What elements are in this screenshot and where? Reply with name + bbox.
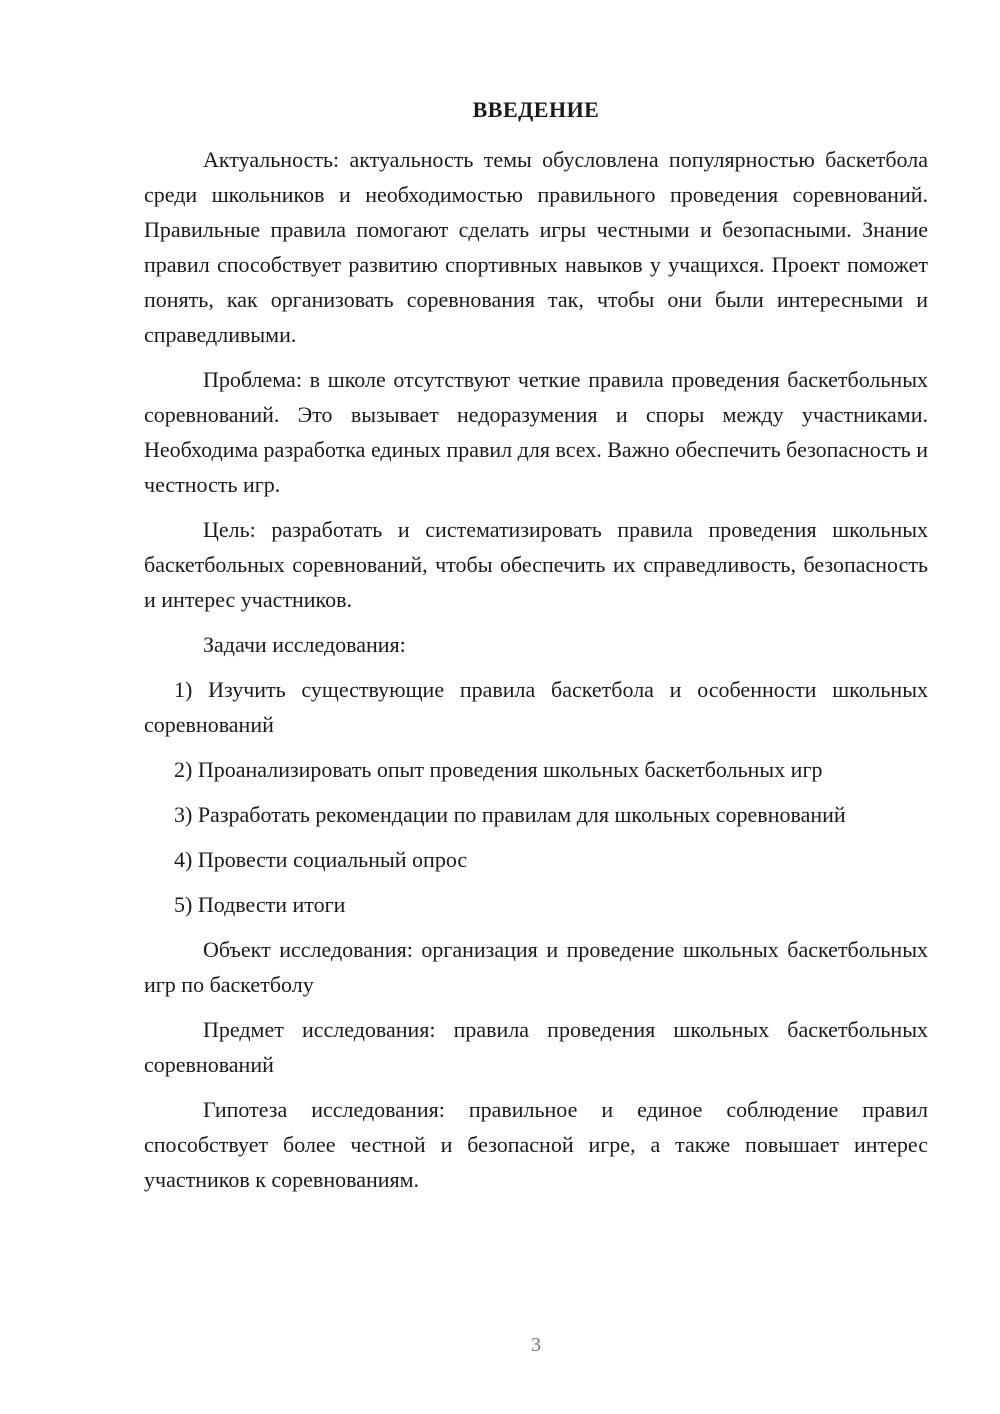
paragraph-subject: Предмет исследования: правила проведения школьных баскетбольных соревнований [144,1017,928,1077]
paragraph-goal: Цель: разработать и систематизировать правила проведения школьных баскетбольных соревнований, чтобы обеспечить их справедливость, безопасность и интерес участников. [144,517,928,612]
task-item-3: 3) Разработать рекомендации по правилам для школьных соревнований [174,802,846,827]
document-page [144,96,928,1207]
tasks-heading: Задачи исследования: [203,632,406,657]
paragraph-problem: Проблема: в школе отсутствуют четкие правила проведения баскетбольных соревнований. Это вызывает недоразумения и споры между участниками. Необходима разработка единых правил для всех. Важно обеспечить безопасность и честность игр. [144,367,928,497]
task-item-4: 4) Провести социальный опрос [174,847,468,872]
task-item-2: 2) Проанализировать опыт проведения школьных баскетбольных игр [174,757,823,782]
page-number: 3 [531,1334,541,1356]
task-item-1: 1) Изучить существующие правила баскетбола и особенности школьных соревнований [144,677,928,737]
paragraph-object: Объект исследования: организация и проведение школьных баскетбольных игр по баскетболу [144,937,928,997]
paragraph-relevance: Актуальность: актуальность темы обусловлена популярностью баскетбола среди школьников и необходимостью правильного проведения соревнований. Правильные правила помогают сделать игры честными и безопасными. Знание правил способствует развитию спортивных навыков у учащихся. Проект поможет понять, как организовать соревнования так, чтобы они были интересными и справедливыми. [144,147,928,347]
page-title: ВВЕДЕНИЕ [472,97,600,122]
paragraph-hypothesis: Гипотеза исследования: правильное и единое соблюдение правил способствует более честной и безопасной игре, а также повышает интерес участников к соревнованиям. [144,1097,928,1192]
task-item-5: 5) Подвести итоги [174,892,346,917]
